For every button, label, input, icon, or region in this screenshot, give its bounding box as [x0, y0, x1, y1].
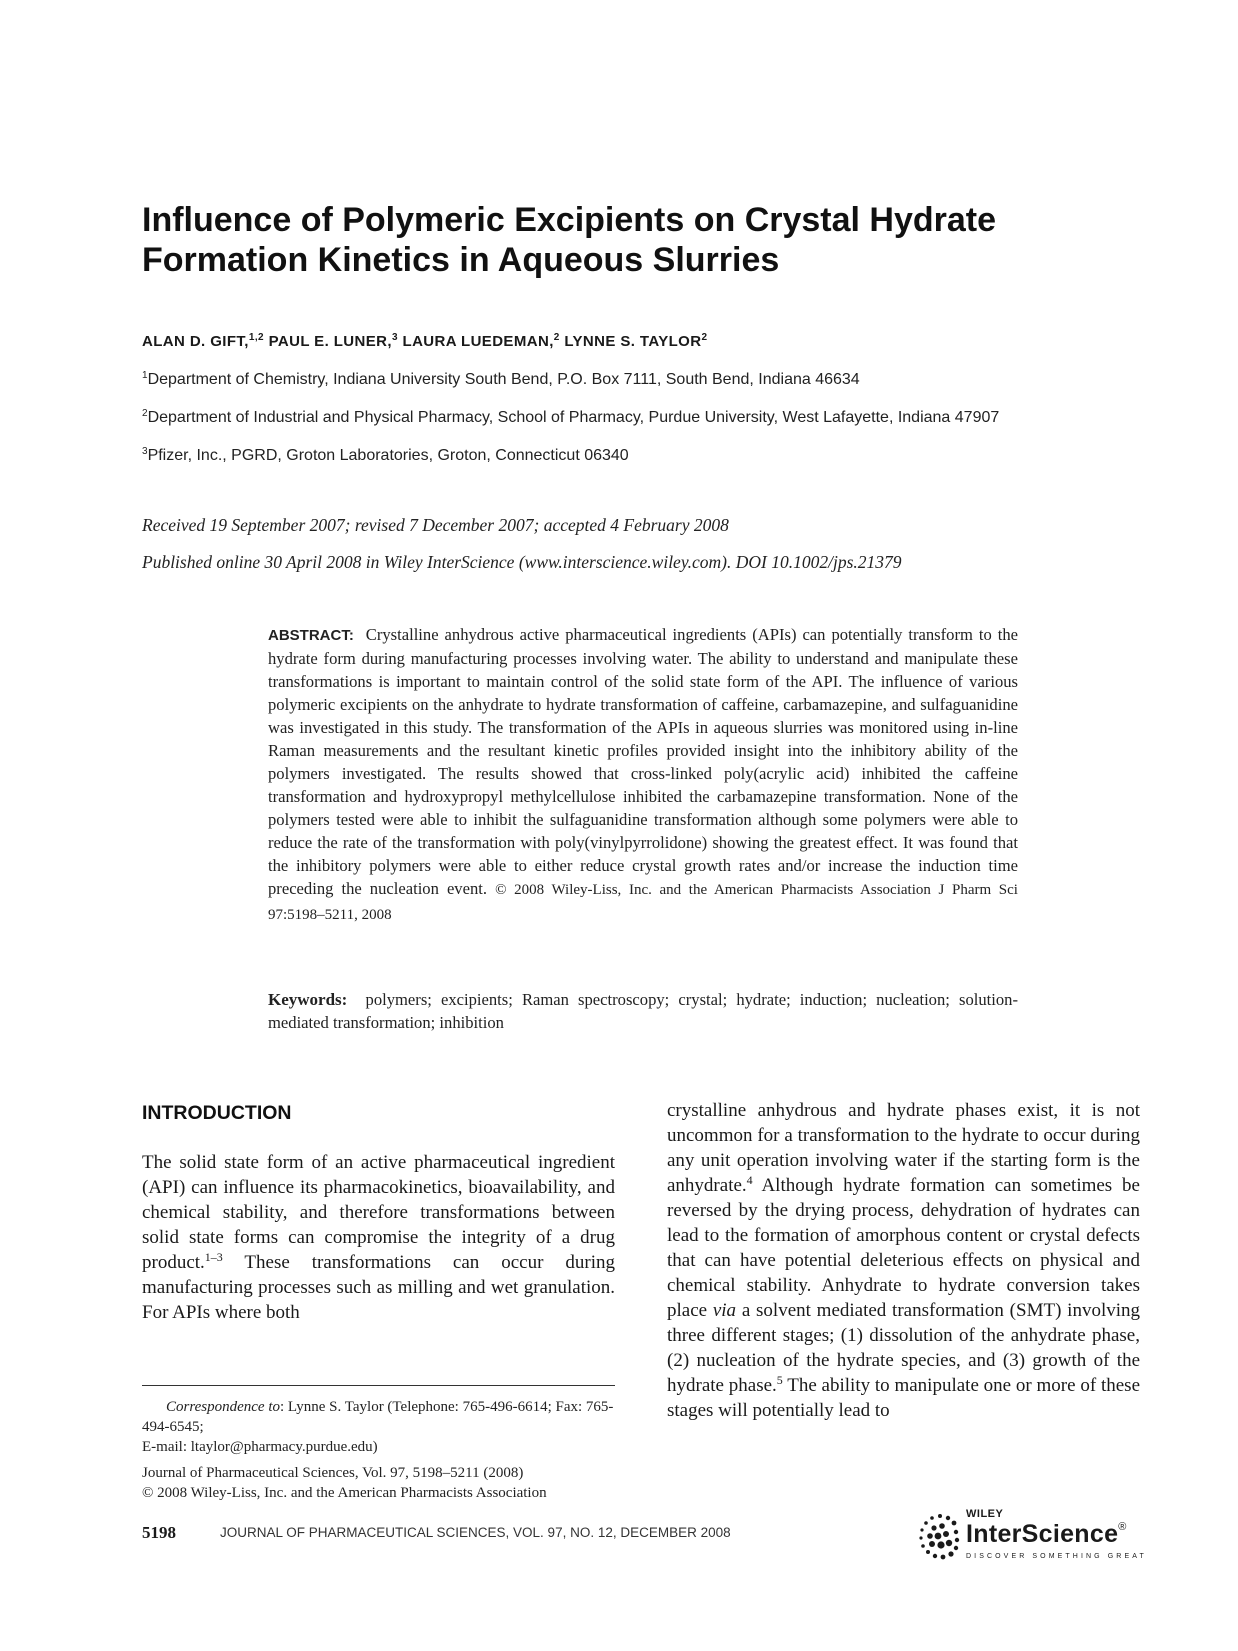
title-line-1: Influence of Polymeric Excipients on Crystal Hydrate: [142, 201, 997, 239]
article-title: [142, 200, 1102, 280]
interscience-globe-icon: [918, 1512, 962, 1562]
publication-info: Published online 30 April 2008 in Wiley InterScience (www.interscience.wiley.com). DOI 10.1002/jps.21379: [142, 552, 902, 572]
affiliation: [142, 371, 860, 389]
body-column-right: [667, 1098, 1140, 1423]
affiliation: [142, 409, 999, 427]
paragraph: [667, 1098, 1140, 1423]
author-list: [142, 333, 707, 350]
affiliation: [142, 447, 629, 465]
keywords-text: polymers; excipients; Raman spectroscopy; crystal; hydrate; induction; nucleation; solution-mediated transformation; inhibition: [268, 990, 1018, 1032]
body-text: The solid state form of an active pharmaceutical ingredient (API) can influence its pharmacokinetics, bioavailability, and chemical stability, and therefore transformations between solid state forms can compromise the integrity of a drug product.: [142, 1152, 615, 1273]
interscience-logo: [918, 1508, 1147, 1568]
affiliation-text: Department of Chemistry, Indiana University South Bend, P.O. Box 7111, South Bend, Indiana 46634: [147, 371, 860, 388]
author-name: ALAN D. GIFT,: [142, 333, 249, 350]
registered-mark: ®: [1118, 1521, 1127, 1533]
footnote: [142, 1397, 615, 1503]
body-text: Although hydrate formation can sometimes be reversed by the drying process, dehydration of hydrates can lead to the formation of amorphous content or crystal defects that can have potential deleterious effects on physical and chemical stability. Anhydrate to hydrate conversion takes place: [667, 1175, 1140, 1321]
received-dates: Received 19 September 2007; revised 7 December 2007; accepted 4 February 2008: [142, 515, 729, 535]
author-affil-ref: 2: [553, 332, 560, 343]
abstract-copyright: © 2008 Wiley-Liss, Inc. and the American Pharmacists Association J Pharm Sci 97:5198–5211, 2008: [268, 882, 1018, 923]
correspondence-label: Correspondence to: [166, 1399, 281, 1415]
logo-tagline: DISCOVER SOMETHING GREAT: [966, 1553, 1147, 1560]
abstract-label: ABSTRACT:: [268, 627, 354, 644]
brand-text: InterScience: [966, 1520, 1119, 1548]
citation: 4: [746, 1173, 753, 1187]
affiliation-text: Pfizer, Inc., PGRD, Groton Laboratories, Groton, Connecticut 06340: [147, 447, 629, 464]
correspondence-email: E-mail: ltaylor@pharmacy.purdue.edu): [142, 1439, 378, 1455]
body-text: These transformations can occur during manufacturing processes such as milling and wet granulation. For APIs where both: [142, 1252, 615, 1323]
citation: 1–3: [204, 1250, 223, 1264]
affiliation-number: 2: [142, 408, 148, 419]
author-name: LAURA LUEDEMAN,: [402, 333, 554, 350]
keywords: [268, 988, 1018, 1034]
citation: 5: [776, 1373, 783, 1387]
paragraph: [142, 1150, 615, 1325]
affiliation-number: 3: [142, 446, 148, 457]
journal-citation: Journal of Pharmaceutical Sciences, Vol. 97, 5198–5211 (2008): [142, 1465, 524, 1481]
italic-term: via: [712, 1300, 737, 1321]
abstract-text: Crystalline anhydrous active pharmaceutical ingredients (APIs) can potentially transform to the hydrate form during manufacturing processes involving water. The ability to understand and manipulate these transformations is important to maintain control of the solid state form of the API. The influence of various polymeric excipients on the anhydrate to hydrate transformation of caffeine, carbamazepine, and sulfaguanidine was investigated in this study. The transformation of the APIs in aqueous slurries was monitored using in-line Raman measurements and the resultant kinetic profiles provided insight into the inhibitory ability of the polymers investigated. The results showed that cross-linked poly(acrylic acid) inhibited the caffeine transformation and hydroxypropyl methylcellulose inhibited the carbamazepine transformation. None of the polymers tested were able to inhibit the sulfaguanidine transformation although some polymers were able to reduce the rate of the transformation with poly(vinylpyrrolidone) showing the greatest effect. It was found that the inhibitory polymers were able to either reduce crystal growth rates and/or increase the induction time preceding the nucleation event.: [268, 625, 1018, 898]
running-footer: JOURNAL OF PHARMACEUTICAL SCIENCES, VOL. 97, NO. 12, DECEMBER 2008: [220, 1525, 731, 1540]
correspondence-text: : Lynne S. Taylor (Telephone: 765-496-6614; Fax: 765-494-6545;: [142, 1399, 614, 1435]
footnote-divider: [142, 1385, 615, 1386]
author-affil-ref: 3: [391, 332, 398, 343]
body-column-left: [142, 1150, 615, 1325]
affiliation-number: 1: [142, 370, 148, 381]
affiliation-text: Department of Industrial and Physical Pharmacy, School of Pharmacy, Purdue University, West Lafayette, Indiana 47907: [147, 409, 1000, 426]
body-text: a solvent mediated transformation (SMT) involving three different stages; (1) dissolution of the anhydrate phase, (2) nucleation of the hydrate species, and (3) growth of the hydrate phase.: [667, 1300, 1140, 1396]
page-number: 5198: [142, 1523, 176, 1542]
author-affil-ref: 1,2: [248, 332, 264, 343]
wiley-wordmark: WILEY: [966, 1508, 1004, 1520]
author-name: PAUL E. LUNER,: [268, 333, 392, 350]
footnote-copyright: © 2008 Wiley-Liss, Inc. and the American Pharmacists Association: [142, 1485, 547, 1501]
section-heading: INTRODUCTION: [142, 1102, 292, 1124]
correspondence: [142, 1397, 615, 1437]
body-text: crystalline anhydrous and hydrate phases exist, it is not uncommon for a transformation to the hydrate to occur during any unit operation involving water if the starting form is the anhydrate.: [667, 1100, 1140, 1196]
abstract: [268, 623, 1018, 927]
body-text: The ability to manipulate one or more of these stages will potentially lead to: [667, 1375, 1140, 1421]
keywords-label: Keywords:: [268, 990, 348, 1009]
title-line-2: Formation Kinetics in Aqueous Slurries: [142, 241, 780, 279]
author-affil-ref: 2: [701, 332, 708, 343]
author-name: LYNNE S. TAYLOR: [564, 333, 702, 350]
interscience-wordmark: [966, 1520, 1127, 1549]
